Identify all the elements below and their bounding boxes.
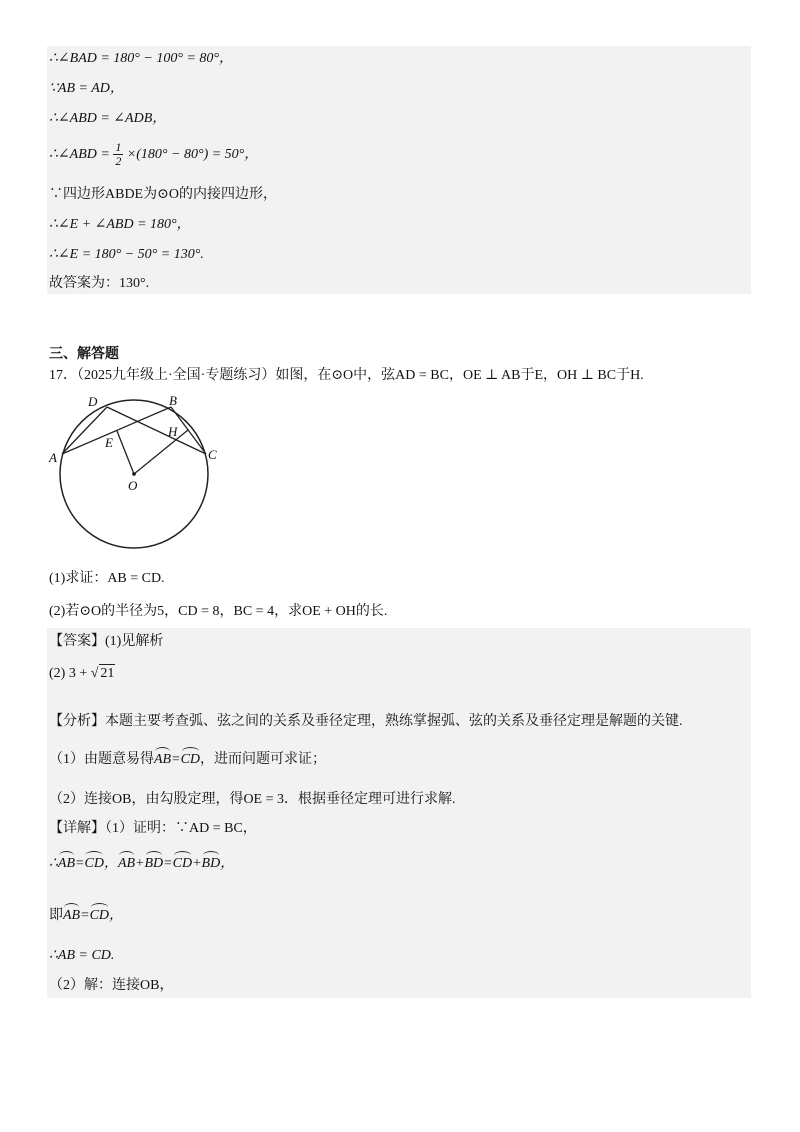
question-1: (1)求证：AB = CD. (49, 571, 165, 586)
chord-dc (107, 407, 206, 454)
step-prefix: ∴∠ABD = (49, 147, 110, 162)
label-d: D (88, 394, 98, 409)
final-answer-line: 故答案为：130°. (49, 276, 150, 291)
label-a: A (49, 450, 57, 465)
label-c: C (208, 447, 217, 462)
geometry-figure (45, 390, 235, 575)
text-segment: ，进而问题可求证； (200, 752, 327, 767)
arc-cd: CD (180, 752, 201, 767)
arc-bd: BD (144, 856, 164, 871)
answer-value: 3 + (68, 666, 88, 681)
step-line: ∵四边形ABDE为⊙O的内接四边形， (49, 187, 277, 202)
equals-sign: = (80, 908, 90, 923)
separator: ， (103, 856, 118, 871)
equals-sign: = (75, 856, 85, 871)
question-2: (2)若⊙O的半径为5，CD = 8，BC = 4，求OE + OH的长. (49, 604, 388, 619)
chord-ab (62, 407, 171, 454)
step-line: ∴∠E = 180° − 50° = 130°. (49, 247, 204, 262)
arc-cd: CD (84, 856, 104, 871)
text-segment: 即 (49, 908, 63, 923)
arc-cd: CD (172, 856, 193, 871)
center-point (132, 472, 136, 476)
equals-sign: = (171, 752, 181, 767)
radicand: 21 (100, 666, 115, 681)
plus-sign: + (135, 856, 145, 871)
text-segment: （1）由题意易得 (49, 752, 154, 767)
separator: ， (220, 856, 235, 871)
step-line: ∴∠E + ∠ABD = 180°， (49, 217, 191, 232)
label-o: O (128, 478, 138, 493)
detail-line: ∴AB = CD. (49, 948, 115, 963)
arc-ab: AB (154, 752, 172, 767)
analysis-step-1 (49, 751, 326, 769)
detail-line: （2）解：连接OB， (49, 978, 174, 993)
equals-sign: = (163, 856, 173, 871)
section-title: 三、解答题 (49, 347, 119, 362)
detail-arc-line (49, 855, 234, 873)
arc-ab: AB (57, 856, 76, 871)
step-line: ∴∠ABD = ∠ADB， (49, 111, 167, 126)
label-h: H (168, 424, 178, 439)
arc-cd: CD (89, 908, 110, 923)
plus-sign: + (192, 856, 202, 871)
step-line: ∴∠BAD = 180° − 100° = 80°， (49, 51, 233, 66)
chord-ad (62, 407, 107, 454)
arc-ab: AB (117, 856, 136, 871)
answer-line: 【答案】(1)见解析 (49, 634, 164, 649)
detail-line: 【详解】（1）证明：∵AD = BC， (49, 821, 257, 836)
answer-label: (2) (49, 666, 66, 681)
problem-stem: 17．（2025九年级上·全国·专题练习）如图，在⊙O中，弦AD = BC，OE ⊥ AB于E，OH ⊥ BC于H. (49, 368, 644, 383)
sqrt-symbol: √ (90, 666, 99, 681)
answer-block (47, 628, 751, 998)
arc-ab: AB (63, 908, 81, 923)
arc-bd: BD (201, 856, 221, 871)
answer-line-2 (49, 664, 115, 683)
segment-oe (117, 431, 134, 474)
label-b: B (169, 393, 177, 408)
step-line: ∵AB = AD， (49, 81, 124, 96)
segment-oh (134, 430, 188, 474)
detail-arc-line-2 (49, 907, 123, 925)
separator: ， (109, 908, 124, 923)
step-suffix: ×(180° − 80°) = 50°， (126, 147, 259, 162)
therefore-sign: ∴ (49, 856, 58, 871)
analysis-step-2: （2）连接OB，由勾股定理，得OE = 3．根据垂径定理可进行求解. (49, 792, 456, 807)
fraction-numerator: 1 (115, 140, 122, 155)
analysis-line: 【分析】本题主要考查弧、弦之间的关系及垂径定理，熟练掌握弧、弦的关系及垂径定理是解题的关键. (49, 714, 683, 729)
fraction-denominator: 2 (115, 154, 122, 169)
fraction (113, 141, 123, 168)
step-line-fraction (49, 140, 258, 170)
label-e: E (105, 435, 113, 450)
